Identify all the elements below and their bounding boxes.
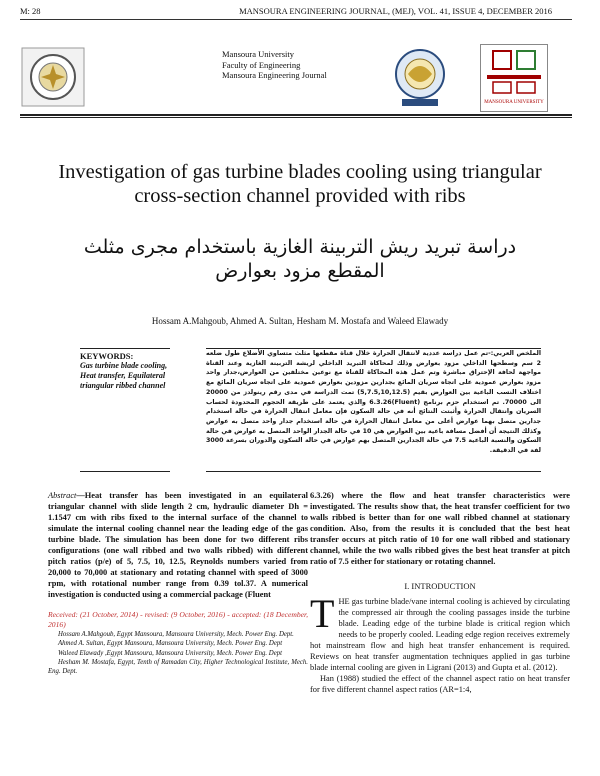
masthead-rule-thin bbox=[20, 117, 572, 118]
drop-cap: T bbox=[310, 591, 335, 636]
emblem-caption: MANSOURA UNIVERSITY bbox=[484, 100, 544, 105]
affiliation: Waleed Elawady ,Egypt Mansoura, Mansoura University, Mech. Power Eng. Dept bbox=[58, 649, 283, 657]
arabic-abstract: الملخص العربي:-تم عمل دراسة عددية لانتقال الحرارة خلال قناة مقطعها مثلث متساوي الأضلاع طول ضلعه 2 سم وسطحها الداخلي مزود بعوارض وذلك لمحاكاة التبريد الداخلي لريشة التربينة الغازية وعند القناة مواجهة لحافة الإحتراق مباشرة وتم عمل هذه المحاكاة للقناة مع نوعين مختلفين من العوارض،جدار واحد مزود بعوارض عمودية على اتجاه سريان المائع بجدارين مزودين بعوارض عمودية على اتجاه سريان المائع مع اختلاف النسب الباعية بين العوارض بقيم (5,7.5,10,12.5) تمت الدراسة في مدى رقم رينولدز من 20000 الى 70000. تم استخدام حزم برنامج (Fluent)6.3.26 والذي يعتمد على طريقة الحجوم المحدودة لحساب السريان وانتقال الحرارة وأثبتت النتائج أنه في حالة السكون فإن معامل انتقال الحرارة في حالة استخدام جدارين متصل بهما عوارض أعلى من معامل انتقال الحرارة في حالة استخدام جدار واحد متصل به عوارض وكذلك النتيجة أن أفضل مسافة باعية بين العوارض هي 10 في حالة الجدار الواحد المتصل به عوارض في حالة السكون والنسبة الباعية 7.5 في حالة الجدارين المتصل بهم عوارض في حالة السكون والدوران بسرعة 3000 لفة في الدقيقة. bbox=[206, 348, 541, 472]
affiliation: Ahmed A. Sultan, Egypt Mansoura, Mansoura University, Mech. Power Eng. Dept bbox=[58, 640, 283, 648]
abstract-label: Abstract bbox=[48, 491, 77, 500]
affiliation: Hossam A.Mahgoub, Egypt Mansoura, Mansoura University, Mech. Power Eng. Dept. bbox=[58, 631, 294, 638]
paper-title: Investigation of gas turbine blades cooling using triangular cross-section channel provided with ribs bbox=[58, 161, 542, 207]
author-list: Hossam A.Mahgoub, Ahmed A. Sultan, Hesham M. Mostafa and Waleed Elawady bbox=[151, 316, 449, 326]
faculty-emblem-icon bbox=[481, 45, 547, 95]
faculty-emblem bbox=[480, 44, 548, 112]
keywords-heading: KEYWORDS: bbox=[80, 351, 134, 361]
institution-line-2: Faculty of Engineering bbox=[222, 59, 301, 70]
institution-block bbox=[222, 49, 382, 81]
keywords-box bbox=[80, 348, 170, 472]
abstract-continued: 6.3.26) where the flow and heat transfer characteristics were investigated. The results show that, the heat transfer coefficient for two walls ribbed is better than for one wall ribbed channel at stationary condition. Also, from the results it is concluded that the best heat transfer occurs at pitch ratio of 10 for one wall ribbed and stationary channel, while the two walls ribbed gives the best heat transfer at pitch ratio of 7.5 either for stationary or rotating channel. bbox=[310, 491, 570, 566]
intro-paragraph-2: Han (1988) studied the effect of the channel aspect ratio on heat transfer for five different channel aspect ratios (AR=1:4, bbox=[310, 674, 570, 694]
abstract bbox=[48, 490, 308, 600]
keywords-text: Gas turbine blade cooling, Heat transfer, Equilateral triangular ribbed channel bbox=[80, 361, 168, 390]
abstract-text: —Heat transfer has been investigated in an equilateral triangular channel with slide length 2 cm, hydraulic diameter Dh = 1.1547 cm with ribs fixed to the internal surface of the channel to simulate the internal cooling channel near the leading edge of the gas turbine blade. The simulation has been done for two different ribs configurations (one wall ribbed and two walls ribbed) with different pitch ratios (p/e) of 5, 7.5, 10, 12.5, Reynolds numbers varied from 20,000 to 70,000 at stationary and rotating channel with speed of 3000 rpm, with rotational number range from 0.39 tol.37. A numerical investigation is conducted using a commercial package (Fluent bbox=[48, 491, 308, 599]
page-number: M: 28 bbox=[20, 6, 41, 16]
institution-line-1: Mansoura University bbox=[222, 49, 295, 59]
received-dates: Received: (21 October, 2014) - revised: (9 October, 2016) - accepted: (18 December, 2016) bbox=[48, 610, 308, 629]
section-heading-introduction: I. INTRODUCTION bbox=[404, 581, 476, 591]
intro-paragraph-text: HE gas turbine blade/vane internal cooling is achieved by circulating the compressed air through the cooling passages inside the turbine blade. Leading edge of the turbine blade is critical region which needs to be properly cooled. Leading edge region receives extremely hot mainstream flow and high heat transfer enhancement is required. Reviews on heat transfer augmentation techniques applied in gas turbine blade internal cooling are given in Ligrani (2013) and Gupta et al. (2012). bbox=[310, 597, 570, 672]
masthead-rule bbox=[20, 114, 572, 116]
header-rule bbox=[20, 19, 572, 20]
intro-paragraph bbox=[310, 591, 570, 673]
left-column bbox=[48, 490, 308, 676]
affiliation: Hesham M. Mostafa, Egypt, Tenth of Ramadan City, Higher Technological Institute, Mech. Eng. Dept. bbox=[48, 658, 308, 676]
paper-title-arabic: دراسة تبريد ريش التربينة الغازية باستخدام مجرى مثلث المقطع مزود بعوارض bbox=[83, 236, 517, 282]
institution-line-3: Mansoura Engineering Journal bbox=[222, 70, 327, 80]
university-seal-icon bbox=[394, 44, 446, 108]
right-column bbox=[310, 490, 570, 695]
journal-header: MANSOURA ENGINEERING JOURNAL, (MEJ), VOL. 41, ISSUE 4, DECEMBER 2016 bbox=[239, 6, 552, 16]
journal-logo-icon bbox=[20, 46, 86, 108]
